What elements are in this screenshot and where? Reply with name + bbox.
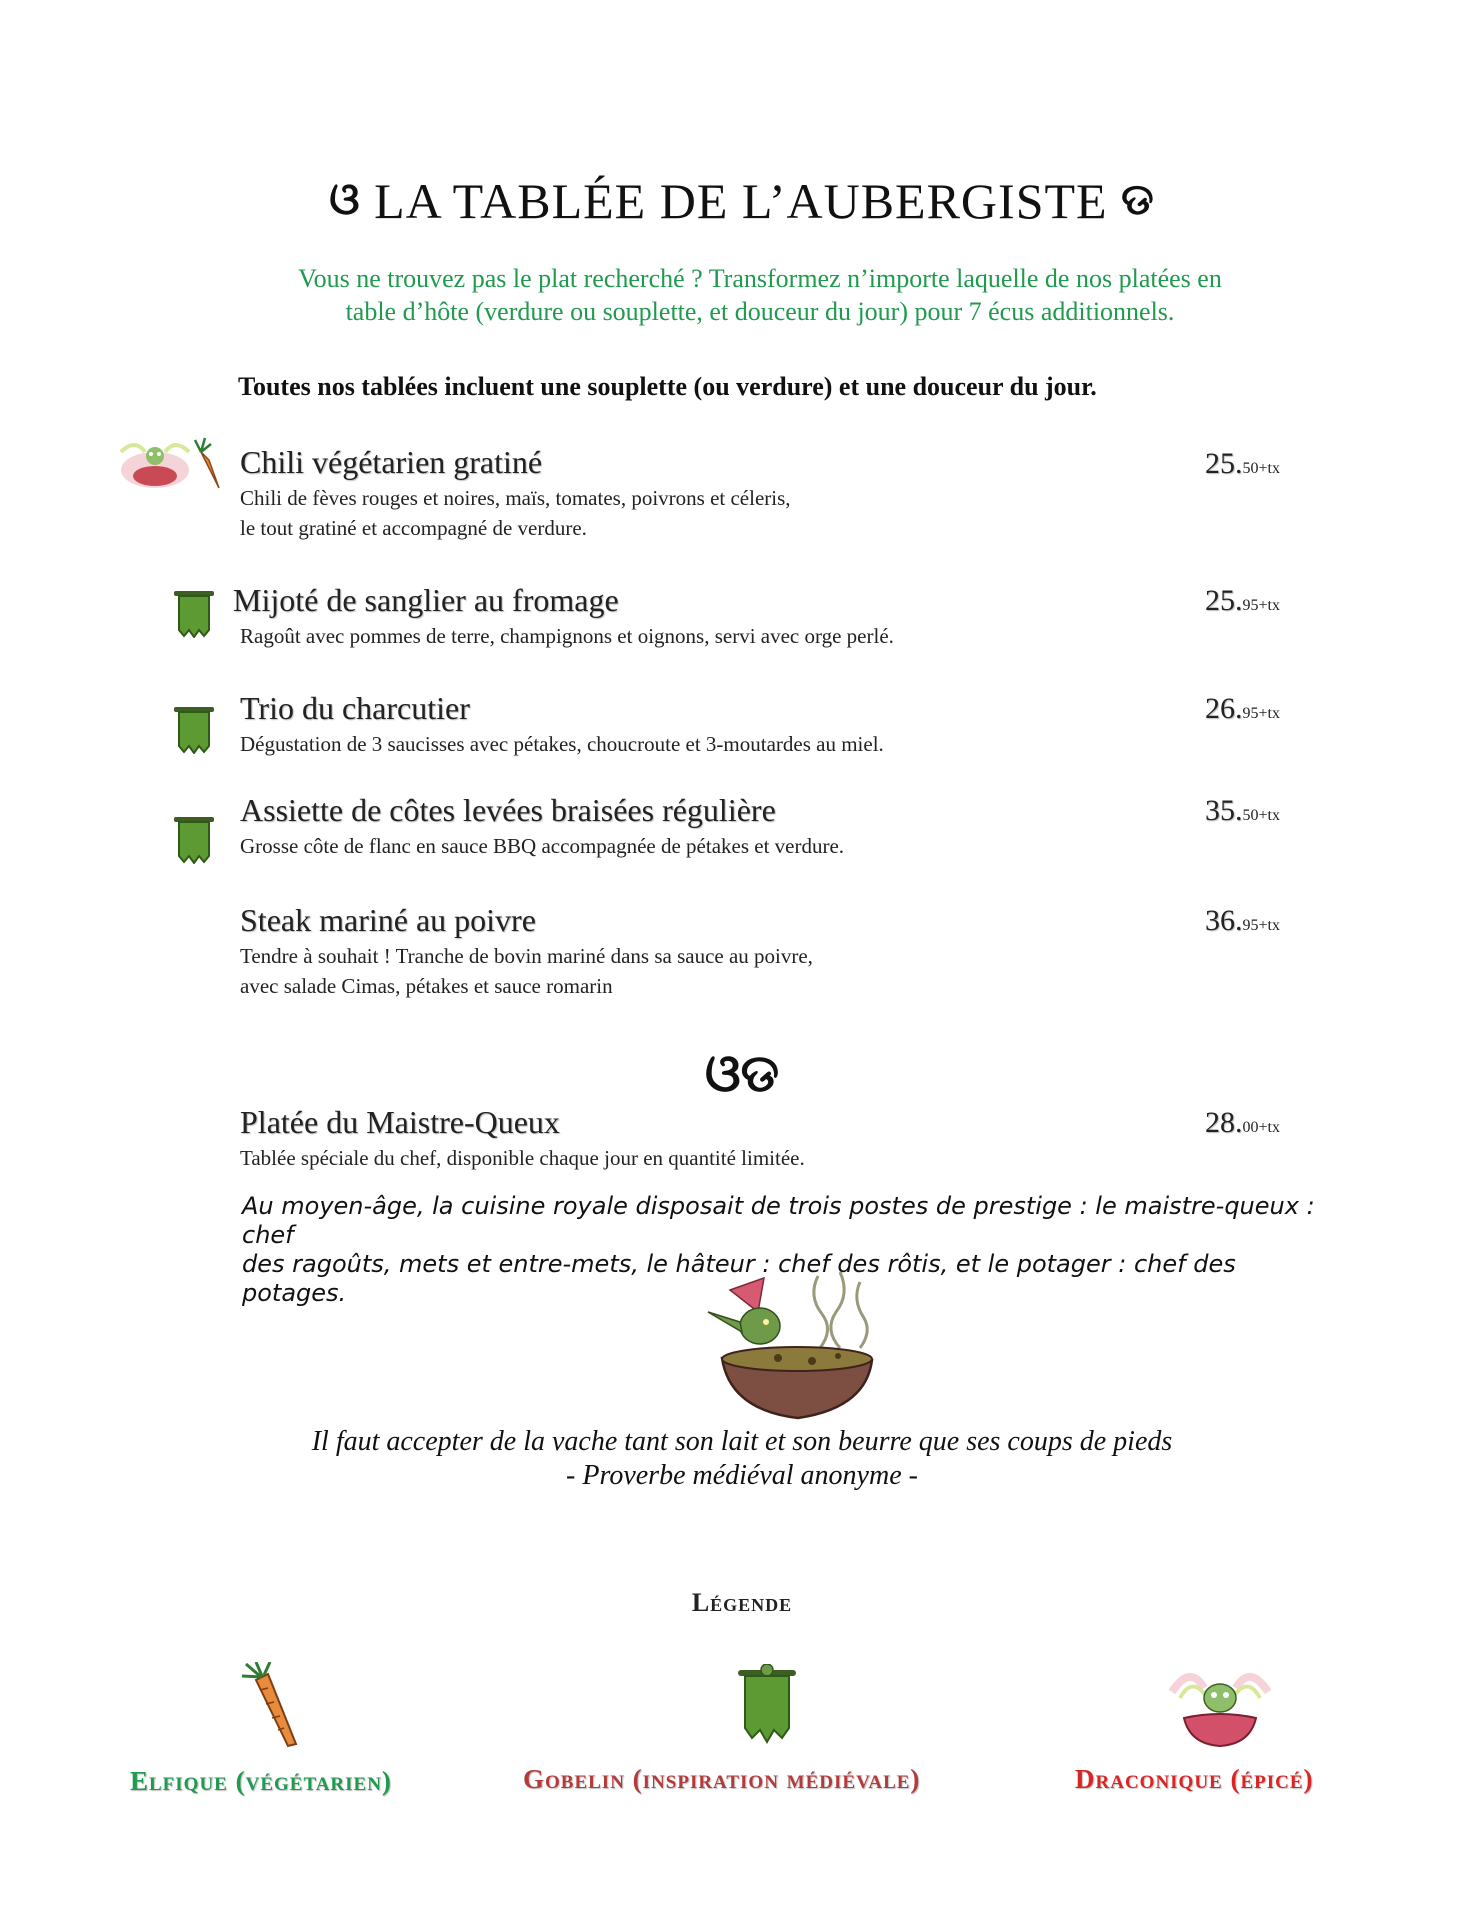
ornament-right-icon: ଡ — [1121, 175, 1155, 224]
dish-name: Trio du charcutier — [240, 690, 470, 726]
dish-name: Chili végétarien gratiné — [240, 444, 543, 480]
legend-elfique: Elfique (végétarien) — [130, 1766, 392, 1796]
dish-description: Ragoût avec pommes de terre, champignons et oignons, servi avec orge perlé. — [240, 624, 894, 648]
dragon-carrot-icon — [115, 432, 227, 494]
title-text: LA TABLÉE DE L’AUBERGISTE — [374, 173, 1108, 229]
legend-draconique: Draconique (épicé) — [1075, 1764, 1314, 1794]
intro-text — [230, 262, 1290, 328]
page-title — [0, 172, 1484, 230]
dish-name: Mijoté de sanglier au fromage — [233, 582, 619, 618]
dish-price: 25.50+tx — [1205, 447, 1280, 480]
dish-price: 25.95+tx — [1205, 584, 1280, 617]
includes-note: Toutes nos tablées incluent une souplette (ou verdure) et une douceur du jour. — [238, 372, 1097, 401]
goblin-banner-icon — [172, 704, 216, 754]
dish-name: Platée du Maistre-Queux — [240, 1104, 560, 1140]
dish-price: 36.95+tx — [1205, 904, 1280, 937]
dish-cotes-levees — [240, 792, 844, 861]
legend-title: Légende — [691, 1588, 793, 1617]
legend-gobelin: Gobelin (inspiration médiévale) — [523, 1764, 921, 1794]
dish-special — [240, 1104, 805, 1173]
dish-description: Tablée spéciale du chef, disponible chaque jour en quantité limitée. — [240, 1146, 805, 1170]
goblin-banner-icon — [172, 814, 216, 864]
dish-name: Assiette de côtes levées braisées régulière — [240, 792, 776, 828]
goblin-cauldron-illustration — [700, 1268, 895, 1428]
goblin-banner-icon — [736, 1664, 798, 1744]
dish-chili — [240, 444, 791, 543]
intro-line-2: table d’hôte (verdure ou souplette, et douceur du jour) pour 7 écus additionnels. — [345, 297, 1175, 326]
dish-steak — [240, 902, 813, 1001]
dish-price: 35.50+tx — [1205, 794, 1280, 827]
dish-charcutier — [240, 690, 884, 759]
dish-description: Dégustation de 3 saucisses avec pétakes, choucroute et 3-moutardes au miel. — [240, 732, 884, 756]
dish-price: 28.00+tx — [1205, 1106, 1280, 1139]
history-note: Au moyen-âge, la cuisine royale disposait de trois postes de prestige : le maistre-queux : chef des ragoûts, mets et entre-mets, le hâteur : chef des rôtis, et le potager : chef des potages. — [242, 1192, 1315, 1307]
ornament-left-icon: ଓ — [329, 175, 361, 224]
dish-name: Steak mariné au poivre — [240, 902, 536, 938]
proverb: Il faut accepter de la vache tant son lait et son beurre que ses coups de pieds - Proverbe médiéval anonyme - — [311, 1426, 1173, 1491]
dish-sanglier — [233, 582, 894, 651]
intro-line-1: Vous ne trouvez pas le plat recherché ? Transformez n’importe laquelle de nos platées en — [298, 264, 1222, 293]
carrot-icon — [238, 1662, 308, 1748]
dish-description: Tendre à souhait ! Tranche de bovin mariné dans sa sauce au poivre, avec salade Cimas, pétakes et sauce romarin — [240, 944, 813, 998]
dragon-icon — [1162, 1662, 1278, 1748]
goblin-banner-icon — [172, 588, 216, 638]
dish-price: 26.95+tx — [1205, 692, 1280, 725]
divider-ornament-icon: ଓଡ — [704, 1046, 780, 1103]
dish-description: Grosse côte de flanc en sauce BBQ accompagnée de pétakes et verdure. — [240, 834, 845, 858]
dish-description: Chili de fèves rouges et noires, maïs, tomates, poivrons et céleris, le tout gratiné et accompagné de verdure. — [240, 486, 791, 540]
